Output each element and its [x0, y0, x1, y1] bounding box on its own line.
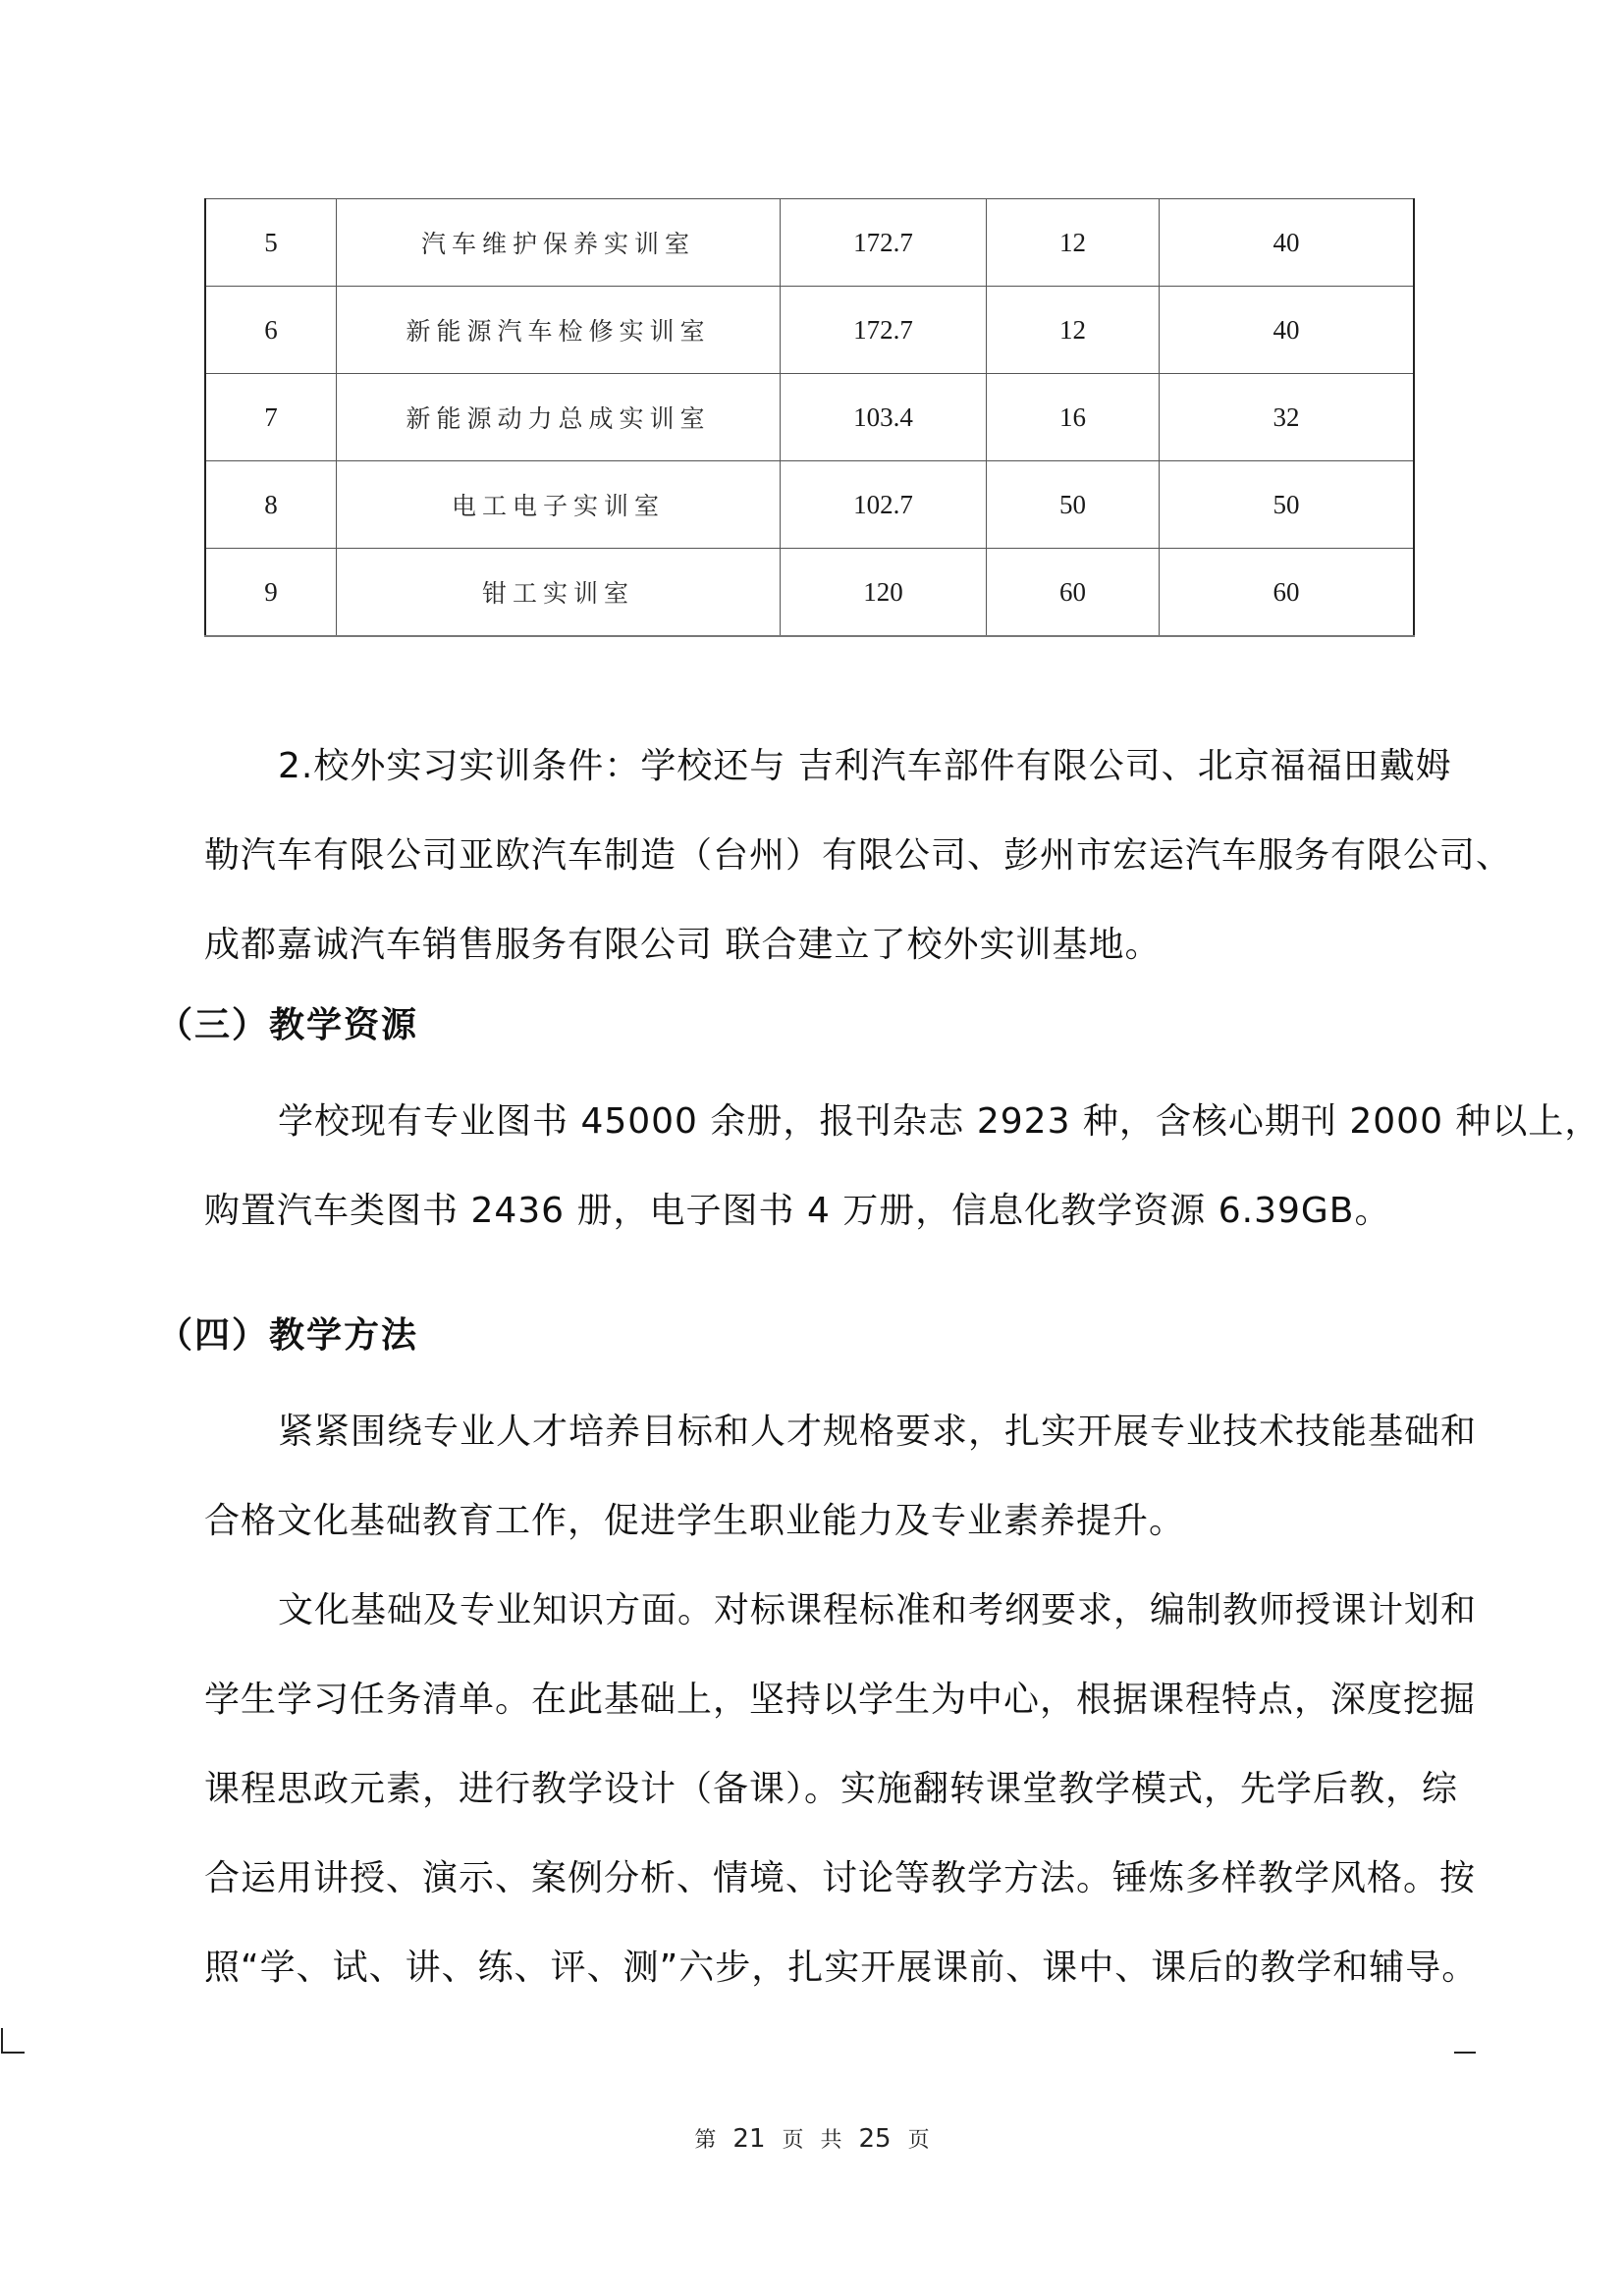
methods-paragraph-2 — [204, 1566, 1481, 2012]
paragraph-line: 2.校外实习实训条件：学校还与 吉利汽车部件有限公司、北京福福田戴姆 — [278, 746, 1452, 786]
table-row — [205, 461, 1414, 549]
table-row — [205, 549, 1414, 637]
current-page-number: 21 — [732, 2124, 766, 2154]
crop-mark-right-horizontal — [1454, 2052, 1476, 2054]
paragraph-line: 成都嘉诚汽车销售服务有限公司 联合建立了校外实训基地。 — [204, 925, 1162, 965]
table-row — [205, 287, 1414, 374]
row-number-cell: 8 — [205, 461, 337, 549]
paragraph-line: 紧紧围绕专业人才培养目标和人才规格要求，扎实开展专业技术技能基础和 — [278, 1412, 1478, 1452]
room-name-cell: 钳工实训室 — [337, 549, 781, 637]
paragraph-line: 学校现有专业图书 45000 余册，报刊杂志 2923 种，含核心期刊 2000 种以上， — [278, 1101, 1601, 1142]
capacity-cell: 50 — [1160, 461, 1415, 549]
footer-suffix: 页 — [907, 2128, 930, 2153]
area-cell: 172.7 — [781, 199, 987, 287]
page-footer — [0, 2123, 1624, 2154]
room-name-cell: 电工电子实训室 — [337, 461, 781, 549]
training-room-table — [204, 198, 1415, 637]
stations-cell: 16 — [987, 374, 1160, 461]
paragraph-line: 课程思政元素，进行教学设计（备课）。实施翻转课堂教学模式，先学后教，综 — [204, 1769, 1459, 1809]
area-cell: 172.7 — [781, 287, 987, 374]
section-heading-resources: （三）教学资源 — [157, 1005, 419, 1045]
paragraph-line: 学生学习任务清单。在此基础上，坚持以学生为中心，根据课程特点，深度挖掘 — [204, 1680, 1477, 1720]
capacity-cell: 60 — [1160, 549, 1415, 637]
row-number-cell: 9 — [205, 549, 337, 637]
stations-cell: 50 — [987, 461, 1160, 549]
paragraph-line: 文化基础及专业知识方面。对标课程标准和考纲要求，编制教师授课计划和 — [278, 1590, 1478, 1630]
area-cell: 120 — [781, 549, 987, 637]
row-number-cell: 5 — [205, 199, 337, 287]
room-name-cell: 新能源动力总成实训室 — [337, 374, 781, 461]
area-cell: 103.4 — [781, 374, 987, 461]
footer-middle: 页 共 — [782, 2128, 842, 2153]
stations-cell: 12 — [987, 199, 1160, 287]
methods-paragraph-1 — [204, 1387, 1481, 1566]
area-cell: 102.7 — [781, 461, 987, 549]
room-name-cell: 汽车维护保养实训室 — [337, 199, 781, 287]
capacity-cell: 40 — [1160, 287, 1415, 374]
capacity-cell: 32 — [1160, 374, 1415, 461]
paragraph-line: 合格文化基础教育工作，促进学生职业能力及专业素养提升。 — [204, 1501, 1186, 1541]
paragraph-line: 购置汽车类图书 2436 册，电子图书 4 万册，信息化教学资源 6.39GB。 — [204, 1191, 1391, 1231]
paragraph-line: 勒汽车有限公司亚欧汽车制造（台州）有限公司、彭州市宏运汽车服务有限公司、 — [204, 835, 1513, 876]
crop-mark-left-vertical — [1, 2028, 3, 2054]
room-name-cell: 新能源汽车检修实训室 — [337, 287, 781, 374]
offcampus-training-paragraph — [204, 721, 1513, 989]
table-row — [205, 374, 1414, 461]
resources-paragraph — [204, 1077, 1601, 1255]
stations-cell: 60 — [987, 549, 1160, 637]
paragraph-line: 合运用讲授、演示、案例分析、情境、讨论等教学方法。锤炼多样教学风格。按 — [204, 1858, 1477, 1898]
crop-mark-left-horizontal — [1, 2052, 25, 2054]
section-heading-methods: （四）教学方法 — [157, 1315, 419, 1356]
total-page-count: 25 — [858, 2124, 892, 2154]
footer-prefix: 第 — [694, 2128, 717, 2153]
capacity-cell: 40 — [1160, 199, 1415, 287]
paragraph-line: 照“学、试、讲、练、评、测”六步，扎实开展课前、课中、课后的教学和辅导。 — [204, 1948, 1479, 1988]
row-number-cell: 6 — [205, 287, 337, 374]
row-number-cell: 7 — [205, 374, 337, 461]
table-row — [205, 199, 1414, 287]
stations-cell: 12 — [987, 287, 1160, 374]
